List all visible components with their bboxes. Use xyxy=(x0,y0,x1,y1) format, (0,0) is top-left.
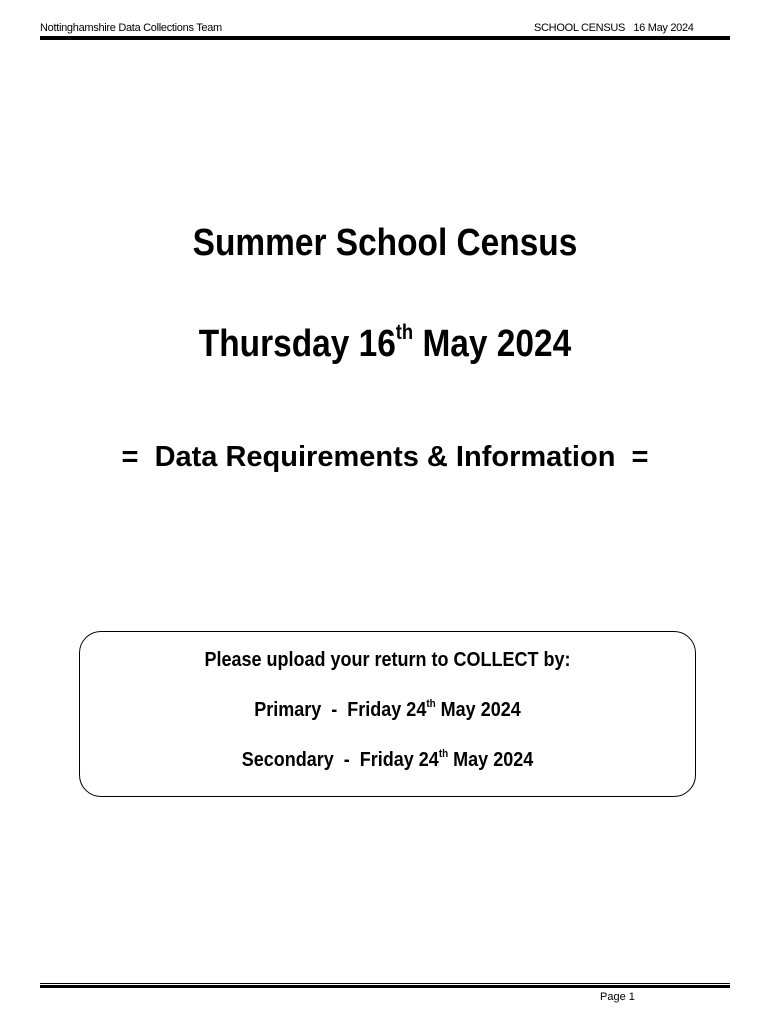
primary-deadline-prefix: Primary - Friday 24 xyxy=(254,699,427,721)
secondary-deadline xyxy=(111,749,665,772)
census-date xyxy=(46,323,724,366)
document-title: Summer School Census xyxy=(192,222,578,264)
secondary-deadline-prefix: Secondary - Friday 24 xyxy=(241,749,439,771)
primary-deadline-rest: May 2024 xyxy=(435,699,521,721)
census-date-prefix: Thursday 16 xyxy=(198,323,396,365)
secondary-deadline-ordinal: th xyxy=(438,748,449,761)
header-organisation: Nottinghamshire Data Collections Team xyxy=(40,22,222,34)
primary-deadline-ordinal: th xyxy=(426,698,436,711)
page-number: Page 1 xyxy=(600,991,635,1003)
secondary-deadline-rest: May 2024 xyxy=(448,749,534,771)
header-document-title: SCHOOL CENSUS 16 May 2024 xyxy=(534,22,694,34)
primary-deadline xyxy=(111,699,665,722)
footer-divider xyxy=(40,983,730,988)
document-subtitle: = Data Requirements & Information = xyxy=(121,441,649,473)
header-divider xyxy=(40,36,730,40)
census-date-ordinal: th xyxy=(395,321,414,345)
deadline-heading: Please upload your return to COLLECT by: xyxy=(204,649,571,671)
deadline-box xyxy=(79,631,696,797)
census-date-rest: May 2024 xyxy=(413,323,572,365)
